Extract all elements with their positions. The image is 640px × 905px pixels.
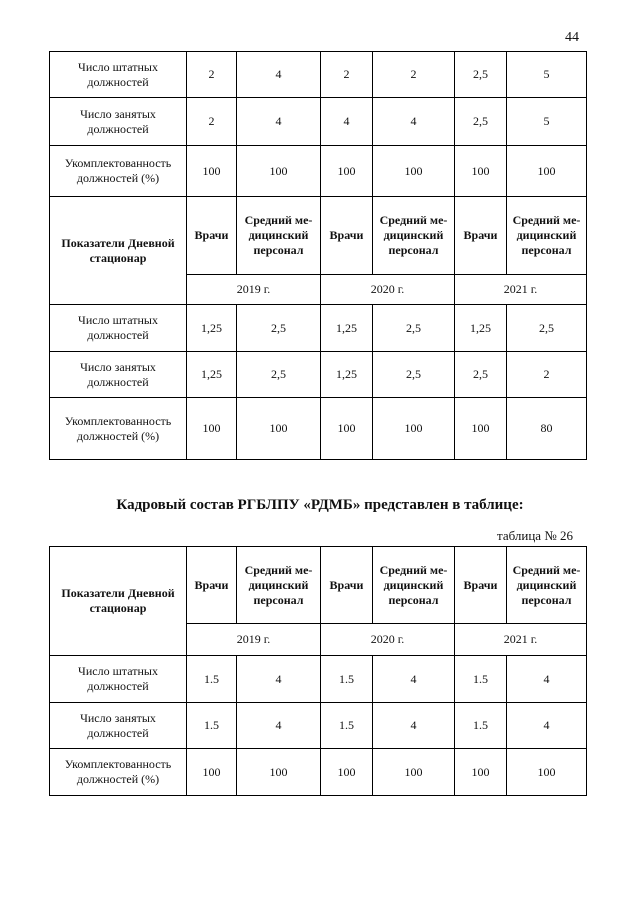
col-header-doctors: Врачи <box>321 547 373 624</box>
section-heading: Кадровый состав РГБЛПУ «РДМБ» представлен в таблице: <box>116 497 524 513</box>
indicators-header: Показатели Дневной стационар <box>50 197 187 305</box>
table-cell: 100 <box>373 398 455 460</box>
table-cell: 1.5 <box>321 656 373 703</box>
col-header-doctors: Врачи <box>455 547 507 624</box>
row-label: Число занятых должностей <box>50 703 187 749</box>
row-label: Число штатных должностей <box>50 305 187 352</box>
table-cell: 2,5 <box>455 98 507 146</box>
table-cell: 2,5 <box>455 52 507 98</box>
table-cell: 100 <box>187 398 237 460</box>
table-cell: 100 <box>321 146 373 197</box>
row-label: Укомплектованность должностей (%) <box>50 398 187 460</box>
table-cell: 100 <box>321 749 373 796</box>
table-cell: 4 <box>237 52 321 98</box>
table-cell: 100 <box>187 146 237 197</box>
table-cell: 2 <box>187 52 237 98</box>
table-cell: 100 <box>507 146 587 197</box>
table-cell: 2 <box>507 352 587 398</box>
table-cell: 100 <box>237 398 321 460</box>
year-header: 2019 г. <box>187 275 321 305</box>
table-cell: 1.5 <box>187 703 237 749</box>
col-header-doctors: Врачи <box>455 197 507 275</box>
table-cell: 100 <box>455 146 507 197</box>
row-label: Укомплектованность должностей (%) <box>50 146 187 197</box>
table-cell: 2 <box>321 52 373 98</box>
table-row <box>50 52 587 98</box>
year-header: 2020 г. <box>321 275 455 305</box>
table-cell: 80 <box>507 398 587 460</box>
table-row <box>50 703 587 749</box>
col-header-doctors: Врачи <box>321 197 373 275</box>
table-cell: 1.5 <box>455 656 507 703</box>
table-cell: 100 <box>507 749 587 796</box>
table-cell: 100 <box>321 398 373 460</box>
table-cell: 4 <box>237 656 321 703</box>
table-cell: 4 <box>373 656 455 703</box>
table-cell: 1.5 <box>321 703 373 749</box>
row-label: Число штатных должностей <box>50 52 187 98</box>
row-label: Число штатных должностей <box>50 656 187 703</box>
table-cell: 4 <box>507 703 587 749</box>
table-cell: 100 <box>187 749 237 796</box>
table-cell: 100 <box>373 146 455 197</box>
table-cell: 1.5 <box>187 656 237 703</box>
table-row <box>50 98 587 146</box>
table-row <box>50 749 587 796</box>
indicators-header: Показатели Дневной стационар <box>50 547 187 656</box>
table-cell: 4 <box>321 98 373 146</box>
table-cell: 5 <box>507 52 587 98</box>
table-cell: 100 <box>237 749 321 796</box>
col-header-nurses: Средний ме-дицинский персонал <box>507 197 587 275</box>
table-cell: 2,5 <box>373 305 455 352</box>
row-label: Число занятых должностей <box>50 98 187 146</box>
col-header-nurses: Средний ме-дицинский персонал <box>237 197 321 275</box>
table-cell: 2,5 <box>237 305 321 352</box>
table-cell: 100 <box>237 146 321 197</box>
table-row <box>50 305 587 352</box>
table-cell: 100 <box>455 749 507 796</box>
table-cell: 100 <box>455 398 507 460</box>
table-cell: 1.5 <box>455 703 507 749</box>
table-cell: 4 <box>237 98 321 146</box>
col-header-nurses: Средний ме-дицинский персонал <box>507 547 587 624</box>
table-cell: 1,25 <box>455 305 507 352</box>
table-cell: 4 <box>507 656 587 703</box>
table-cell: 2 <box>187 98 237 146</box>
table-cell: 2,5 <box>507 305 587 352</box>
staffing-table-continued <box>49 51 587 460</box>
row-label: Число занятых должностей <box>50 352 187 398</box>
table-cell: 100 <box>373 749 455 796</box>
table-cell: 2,5 <box>455 352 507 398</box>
col-header-nurses: Средний ме-дицинский персонал <box>373 547 455 624</box>
col-header-nurses: Средний ме-дицинский персонал <box>237 547 321 624</box>
table-cell: 1,25 <box>321 352 373 398</box>
table-number: таблица № 26 <box>497 528 573 543</box>
table-cell: 4 <box>237 703 321 749</box>
table-cell: 5 <box>507 98 587 146</box>
table-row <box>50 146 587 197</box>
col-header-nurses: Средний ме-дицинский персонал <box>373 197 455 275</box>
table-cell: 4 <box>373 98 455 146</box>
table-cell: 1,25 <box>187 305 237 352</box>
header-row <box>50 197 587 275</box>
table-cell: 2 <box>373 52 455 98</box>
table-cell: 4 <box>373 703 455 749</box>
table-cell: 2,5 <box>373 352 455 398</box>
year-header: 2019 г. <box>187 624 321 656</box>
staffing-table-26 <box>49 546 587 796</box>
year-header: 2021 г. <box>455 275 587 305</box>
year-header: 2021 г. <box>455 624 587 656</box>
table-cell: 1,25 <box>187 352 237 398</box>
table-row <box>50 656 587 703</box>
col-header-doctors: Врачи <box>187 547 237 624</box>
year-header: 2020 г. <box>321 624 455 656</box>
table-cell: 1,25 <box>321 305 373 352</box>
col-header-doctors: Врачи <box>187 197 237 275</box>
table-cell: 2,5 <box>237 352 321 398</box>
row-label: Укомплектованность должностей (%) <box>50 749 187 796</box>
table-row <box>50 352 587 398</box>
page-number: 44 <box>565 30 579 45</box>
table-row <box>50 398 587 460</box>
header-row <box>50 547 587 624</box>
